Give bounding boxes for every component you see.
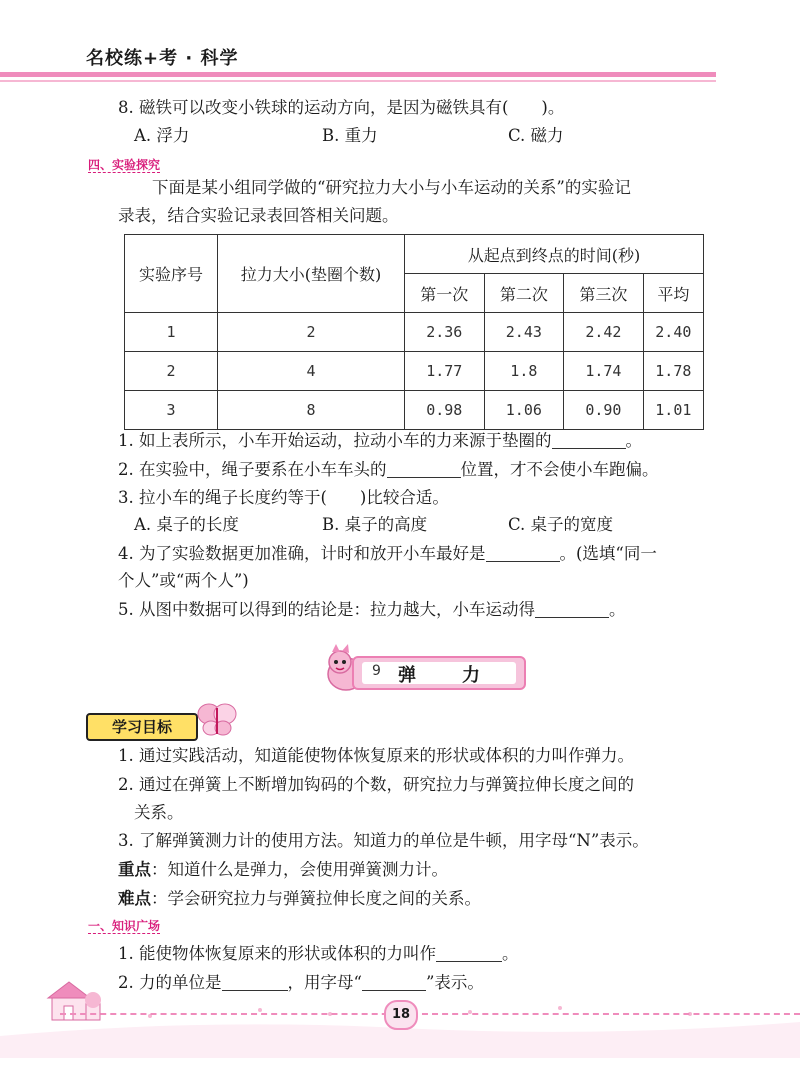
page-number: 18	[384, 1000, 418, 1030]
table-subheader-2: 第二次	[484, 274, 564, 313]
answer-blank[interactable]	[552, 434, 626, 449]
knowledge-1-end: 。	[502, 944, 519, 963]
chapter-title-char2: 力	[462, 665, 480, 686]
question-4-cont: 个人”或“两个人”)	[118, 571, 249, 590]
cell-t1: 0.98	[405, 391, 485, 430]
question-2	[118, 460, 659, 480]
learning-goals-label: 学习目标	[86, 713, 198, 741]
cell-t3: 1.74	[564, 352, 644, 391]
table-header-time: 从起点到终点的时间(秒)	[405, 235, 704, 274]
cell-seq: 2	[125, 352, 218, 391]
knowledge-2-mid: ，用字母“	[287, 973, 362, 992]
question-5-end: 。	[609, 600, 626, 619]
cell-force: 4	[218, 352, 405, 391]
table-subheader-1: 第一次	[405, 274, 485, 313]
question-3: 3. 拉小车的绳子长度约等于( )比较合适。	[118, 488, 449, 507]
table-row	[125, 313, 704, 352]
cell-t2: 1.8	[484, 352, 564, 391]
cell-t2: 1.06	[484, 391, 564, 430]
cell-t3: 0.90	[564, 391, 644, 430]
q3-option-b: B. 桌子的高度	[322, 515, 428, 534]
section-label-text: 一、知识广场	[88, 919, 161, 933]
chapter-title-char1: 弹	[398, 665, 416, 686]
knowledge-1	[118, 944, 519, 964]
cell-t1: 2.36	[405, 313, 485, 352]
cell-force: 8	[218, 391, 405, 430]
goal-2-cont: 关系。	[134, 803, 184, 822]
goal-1: 1. 通过实践活动，知道能使物体恢复原来的形状或体积的力叫作弹力。	[118, 746, 634, 765]
difficulty-label: 难点	[118, 889, 151, 908]
difficulty-point	[118, 889, 481, 909]
answer-blank[interactable]	[436, 947, 502, 962]
q3-option-c: C. 桌子的宽度	[508, 515, 614, 534]
chapter-number: 9	[372, 663, 381, 679]
cell-avg: 2.40	[643, 313, 703, 352]
question-2-end: 位置，才不会使小车跑偏。	[460, 460, 659, 479]
header-title: 名校练+考 · 科学	[86, 48, 239, 69]
cell-t2: 2.43	[484, 313, 564, 352]
knowledge-1-text: 1. 能使物体恢复原来的形状或体积的力叫作	[118, 944, 436, 963]
table-subheader-3: 第三次	[564, 274, 644, 313]
q3-option-a: A. 桌子的长度	[134, 515, 239, 534]
table-subheader-avg: 平均	[643, 274, 703, 313]
question-1-end: 。	[625, 431, 642, 450]
question-4-text: 4. 为了实验数据更加准确，计时和放开小车最好是	[118, 544, 486, 563]
answer-blank[interactable]	[486, 547, 560, 562]
q8-option-b: B. 重力	[322, 126, 378, 145]
question-1-text: 1. 如上表所示，小车开始运动，拉动小车的力来源于垫圈的	[118, 431, 552, 450]
cell-avg: 1.01	[643, 391, 703, 430]
table-header-force: 拉力大小(垫圈个数)	[218, 235, 405, 313]
q8-option-c: C. 磁力	[508, 126, 564, 145]
key-point-text: ：知道什么是弹力，会使用弹簧测力计。	[151, 860, 448, 879]
question-5	[118, 600, 626, 620]
cell-seq: 1	[125, 313, 218, 352]
section4-intro-line1: 下面是某小组同学做的“研究拉力大小与小车运动的关系”的实验记	[152, 178, 631, 197]
goal-3: 3. 了解弹簧测力计的使用方法。知道力的单位是牛顿，用字母“N”表示。	[118, 831, 649, 850]
question-4-hint: 。(选填“同一	[559, 544, 657, 563]
section4-intro-line2: 录表，结合实验记录表回答相关问题。	[118, 206, 399, 225]
knowledge-2-end: ”表示。	[425, 973, 484, 992]
difficulty-text: ：学会研究拉力与弹簧拉伸长度之间的关系。	[151, 889, 481, 908]
table-header-seq: 实验序号	[125, 235, 218, 313]
table-row	[125, 352, 704, 391]
question-4	[118, 544, 657, 564]
cell-seq: 3	[125, 391, 218, 430]
cell-force: 2	[218, 313, 405, 352]
footer-dashed-line	[60, 1013, 800, 1015]
q8-stem: 8. 磁铁可以改变小铁球的运动方向，是因为磁铁具有( )。	[118, 98, 565, 117]
table-row	[125, 391, 704, 430]
cell-avg: 1.78	[643, 352, 703, 391]
q8-option-a: A. 浮力	[134, 126, 190, 145]
question-5-text: 5. 从图中数据可以得到的结论是：拉力越大，小车运动得	[118, 600, 535, 619]
section-label-knowledge	[88, 917, 160, 934]
header-divider-thin	[0, 80, 716, 82]
section-label-text: 四、实验探究	[88, 158, 161, 172]
answer-blank[interactable]	[535, 603, 609, 618]
question-2-text: 2. 在实验中，绳子要系在小车车头的	[118, 460, 387, 479]
question-1	[118, 431, 642, 451]
key-point-label: 重点	[118, 860, 151, 879]
key-point	[118, 860, 448, 880]
cell-t3: 2.42	[564, 313, 644, 352]
chapter-banner	[352, 656, 526, 690]
butterfly-icon	[196, 700, 238, 738]
answer-blank[interactable]	[387, 463, 461, 478]
experiment-table	[124, 234, 704, 430]
section-label-experiment	[88, 156, 160, 173]
header-divider	[0, 72, 716, 77]
goal-2: 2. 通过在弹簧上不断增加钩码的个数，研究拉力与弹簧拉伸长度之间的	[118, 775, 634, 794]
knowledge-2-text: 2. 力的单位是	[118, 973, 222, 992]
cell-t1: 1.77	[405, 352, 485, 391]
